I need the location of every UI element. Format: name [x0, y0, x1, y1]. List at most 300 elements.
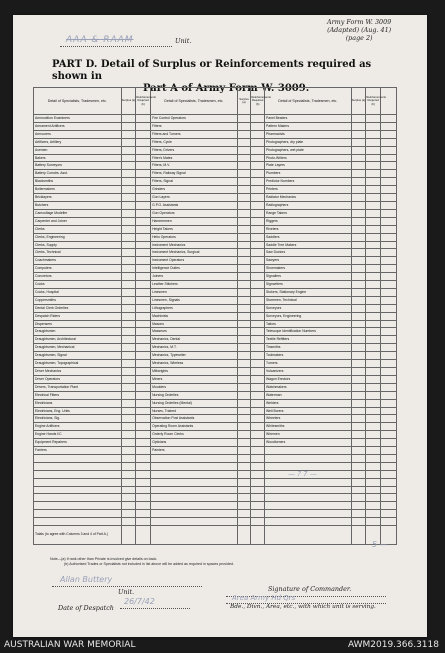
- reinforcements-cell: [251, 407, 265, 415]
- trade-cell: [151, 518, 238, 526]
- reinforcements-cell: [251, 257, 265, 265]
- surplus-cell: [237, 138, 251, 146]
- col-header-reinforcements: Reinforcements Required (b): [366, 88, 381, 115]
- reinforcements-cell: [251, 217, 265, 225]
- surplus-cell: [351, 447, 366, 455]
- col-header-reinforcements: Reinforcements Required (b): [251, 88, 265, 115]
- table-header-row: [34, 88, 397, 115]
- surplus-cell: [121, 115, 136, 123]
- footer-institution: AUSTRALIAN WAR MEMORIAL: [4, 640, 136, 650]
- trade-cell: Fire Control Operators: [151, 115, 238, 123]
- reinforcements-cell: [136, 494, 151, 502]
- reinforcements-cell: [136, 304, 151, 312]
- surplus-cell: [237, 439, 251, 447]
- table-row: [34, 154, 397, 162]
- trade-cell: Helio Operators: [151, 233, 238, 241]
- totals-cell: [121, 525, 136, 544]
- surplus-cell: [121, 344, 136, 352]
- trade-cell: Watchmakers: [265, 383, 352, 391]
- blank-cell: [381, 344, 397, 352]
- reinforcements-cell: [251, 391, 265, 399]
- table-row: [34, 320, 397, 328]
- trade-cell: Plumbers: [265, 170, 352, 178]
- surplus-cell: [237, 447, 251, 455]
- trade-cell: Gun Layers: [151, 194, 238, 202]
- trade-cell: [265, 494, 352, 502]
- reinforcements-cell: [366, 431, 381, 439]
- reinforcements-cell: [251, 233, 265, 241]
- trade-cell: Electrical Fitters: [34, 391, 122, 399]
- reinforcements-cell: [136, 320, 151, 328]
- surplus-cell: [351, 415, 366, 423]
- table-row: [34, 336, 397, 344]
- trade-cell: Moulders: [151, 383, 238, 391]
- reinforcements-cell: [136, 439, 151, 447]
- surplus-cell: [237, 122, 251, 130]
- surplus-cell: [237, 423, 251, 431]
- trade-cell: Photographers, dry plate: [265, 138, 352, 146]
- reinforcements-cell: [366, 194, 381, 202]
- reinforcements-cell: [366, 130, 381, 138]
- trade-cell: Orderly Room Clerks: [151, 431, 238, 439]
- trade-cell: Driver Mechanics: [34, 368, 122, 376]
- table-row: [34, 257, 397, 265]
- totals-cell: [237, 525, 251, 544]
- surplus-cell: [237, 454, 251, 462]
- blank-cell: [381, 186, 397, 194]
- surplus-cell: [351, 454, 366, 462]
- trade-cell: Bakers: [34, 154, 122, 162]
- trade-cell: Pharmacists: [265, 130, 352, 138]
- reinforcements-cell: [136, 383, 151, 391]
- surplus-cell: [121, 391, 136, 399]
- reinforcements-cell: [366, 288, 381, 296]
- trade-cell: Concretors: [34, 273, 122, 281]
- trade-cell: [34, 470, 122, 478]
- blank-cell: [381, 138, 397, 146]
- surplus-cell: [121, 186, 136, 194]
- surplus-cell: [121, 281, 136, 289]
- blank-cell: [381, 439, 397, 447]
- unit-handwritten: AAA & RAAM: [66, 35, 134, 45]
- reinforcements-cell: [251, 265, 265, 273]
- trade-cell: Welders: [265, 399, 352, 407]
- reinforcements-cell: [366, 186, 381, 194]
- blank-cell: [381, 415, 397, 423]
- trade-cell: [34, 502, 122, 510]
- reinforcements-cell: [251, 178, 265, 186]
- trade-cell: Hammermen: [151, 217, 238, 225]
- blank-cell: [381, 281, 397, 289]
- col-header-surplus: Surplus (a): [237, 88, 251, 115]
- table-row: [34, 454, 397, 462]
- reinforcements-cell: [136, 273, 151, 281]
- title-line: Part A of Army Form W. 3009.: [143, 83, 310, 94]
- trade-cell: Mechanics, Wireless: [151, 360, 238, 368]
- reinforcements-cell: [251, 201, 265, 209]
- reinforcements-cell: [136, 281, 151, 289]
- table-row: [34, 249, 397, 257]
- trade-cell: Camouflage Modeller: [34, 209, 122, 217]
- table-row: [34, 304, 397, 312]
- trade-cell: Fitters, Signal: [151, 178, 238, 186]
- trade-cell: Clerks, Engineering: [34, 233, 122, 241]
- reinforcements-cell: [136, 486, 151, 494]
- table-row: [34, 312, 397, 320]
- reinforcements-cell: [366, 296, 381, 304]
- reinforcements-cell: [251, 344, 265, 352]
- blank-cell: [381, 383, 397, 391]
- reinforcements-cell: [251, 138, 265, 146]
- reinforcements-cell: [366, 399, 381, 407]
- trade-cell: Miners: [151, 375, 238, 383]
- reinforcements-cell: [251, 130, 265, 138]
- trade-cell: Grinders: [151, 186, 238, 194]
- reinforcements-cell: [136, 265, 151, 273]
- surplus-cell: [121, 178, 136, 186]
- table-row: [34, 241, 397, 249]
- reinforcements-cell: [136, 194, 151, 202]
- reinforcements-cell: [251, 154, 265, 162]
- trade-cell: Wagon Erectors: [265, 375, 352, 383]
- reinforcements-cell: [366, 375, 381, 383]
- trade-cell: Engine Hands I/C: [34, 431, 122, 439]
- surplus-cell: [351, 296, 366, 304]
- blank-cell: [381, 273, 397, 281]
- col-header-reinforcements: Reinforcements Required (b): [136, 88, 151, 115]
- trade-cell: Riveters: [265, 225, 352, 233]
- trade-cell: Draughtsmen: [34, 328, 122, 336]
- trade-cell: Printers: [265, 186, 352, 194]
- blank-cell: [381, 407, 397, 415]
- title-line: PART D. Detail of Surplus or Reinforcements required as shown in: [52, 59, 372, 82]
- trade-cell: [151, 510, 238, 518]
- trade-cell: Ammunition Examiners: [34, 115, 122, 123]
- reinforcements-cell: [251, 431, 265, 439]
- handwritten-total: 5 —: [372, 540, 388, 549]
- surplus-cell: [351, 186, 366, 194]
- table-row: [34, 407, 397, 415]
- reinforcements-cell: [366, 122, 381, 130]
- trade-cell: Fitter's Mates: [151, 154, 238, 162]
- reinforcements-cell: [251, 399, 265, 407]
- blank-cell: [381, 510, 397, 518]
- surplus-cell: [351, 407, 366, 415]
- unit-label: Unit.: [175, 37, 192, 45]
- trade-cell: Lithographers: [151, 304, 238, 312]
- col-header-trade: Detail of Specialists, Tradesmen, etc.: [151, 88, 238, 115]
- reinforcements-cell: [136, 249, 151, 257]
- reinforcements-cell: [366, 510, 381, 518]
- surplus-cell: [121, 265, 136, 273]
- reinforcements-cell: [136, 312, 151, 320]
- trade-cell: Leather Stitchers: [151, 281, 238, 289]
- surplus-cell: [351, 502, 366, 510]
- reinforcements-cell: [136, 217, 151, 225]
- blank-cell: [381, 328, 397, 336]
- blank-cell: [381, 320, 397, 328]
- blank-cell: [381, 154, 397, 162]
- trade-cell: Masseurs: [151, 328, 238, 336]
- surplus-cell: [121, 312, 136, 320]
- trade-cell: Carpenter and Joiner: [34, 217, 122, 225]
- table-body: [34, 115, 397, 545]
- trade-cell: Artificers, Artillery: [34, 138, 122, 146]
- form-reference: [327, 18, 391, 42]
- surplus-cell: [121, 399, 136, 407]
- table-row: [34, 178, 397, 186]
- surplus-cell: [237, 225, 251, 233]
- reinforcements-cell: [366, 518, 381, 526]
- trade-cell: Operating Room Assistants: [151, 423, 238, 431]
- surplus-cell: [121, 154, 136, 162]
- trade-cell: Clerks, Technical: [34, 249, 122, 257]
- surplus-cell: [237, 486, 251, 494]
- reinforcements-cell: [136, 368, 151, 376]
- surplus-cell: [121, 470, 136, 478]
- reinforcements-cell: [136, 454, 151, 462]
- surplus-cell: [351, 399, 366, 407]
- surplus-cell: [121, 225, 136, 233]
- reinforcements-cell: [366, 265, 381, 273]
- reinforcements-cell: [136, 510, 151, 518]
- reinforcements-cell: [251, 518, 265, 526]
- reinforcements-cell: [366, 486, 381, 494]
- surplus-cell: [237, 304, 251, 312]
- blank-cell: [381, 122, 397, 130]
- table-row: [34, 486, 397, 494]
- table-row: [34, 423, 397, 431]
- trade-cell: Shoemakers: [265, 265, 352, 273]
- surplus-cell: [351, 431, 366, 439]
- reinforcements-cell: [136, 352, 151, 360]
- blank-cell: [381, 454, 397, 462]
- totals-cell: [251, 525, 265, 544]
- reinforcements-cell: [136, 502, 151, 510]
- surplus-cell: [121, 130, 136, 138]
- reinforcements-cell: [136, 407, 151, 415]
- blank-cell: [381, 201, 397, 209]
- trade-cell: Axemen: [34, 146, 122, 154]
- surplus-cell: [121, 328, 136, 336]
- trade-cell: [265, 447, 352, 455]
- table-row: [34, 518, 397, 526]
- surplus-cell: [121, 288, 136, 296]
- blank-cell: [381, 336, 397, 344]
- surplus-cell: [121, 462, 136, 470]
- surplus-cell: [237, 360, 251, 368]
- surplus-cell: [121, 510, 136, 518]
- reinforcements-cell: [251, 312, 265, 320]
- surplus-cell: [237, 328, 251, 336]
- handwritten-entry: — ? 7 —: [288, 470, 317, 478]
- trade-cell: [151, 470, 238, 478]
- reinforcements-cell: [136, 233, 151, 241]
- surplus-cell: [121, 170, 136, 178]
- reinforcements-cell: [136, 170, 151, 178]
- reinforcements-cell: [136, 130, 151, 138]
- blank-cell: [381, 486, 397, 494]
- trade-cell: Armament Artificers: [34, 122, 122, 130]
- reinforcements-cell: [251, 415, 265, 423]
- surplus-cell: [351, 368, 366, 376]
- table-row: [34, 328, 397, 336]
- trade-cell: Draughtsmen, Topographical: [34, 360, 122, 368]
- trade-cell: Tinsmiths: [265, 344, 352, 352]
- trade-cell: Well Borers: [265, 407, 352, 415]
- trade-cell: Clerks: [34, 225, 122, 233]
- reinforcements-cell: [251, 122, 265, 130]
- trade-cell: Panel Beaters: [265, 115, 352, 123]
- trade-cell: Toolmakers: [265, 352, 352, 360]
- trade-cell: Vulcanizers: [265, 368, 352, 376]
- trade-cell: Fitters, Cycle: [151, 138, 238, 146]
- trade-cell: Tailors: [265, 320, 352, 328]
- blank-cell: [381, 217, 397, 225]
- trade-cell: Saw Doctors: [265, 249, 352, 257]
- trade-cell: [34, 462, 122, 470]
- reinforcements-cell: [366, 115, 381, 123]
- reinforcements-cell: [366, 336, 381, 344]
- trade-cell: [34, 494, 122, 502]
- surplus-cell: [237, 194, 251, 202]
- surplus-cell: [351, 478, 366, 486]
- table-row: [34, 217, 397, 225]
- surplus-cell: [237, 383, 251, 391]
- surplus-cell: [121, 502, 136, 510]
- table-row: [34, 462, 397, 470]
- trade-cell: [265, 518, 352, 526]
- surplus-cell: [351, 217, 366, 225]
- surplus-cell: [237, 178, 251, 186]
- reinforcements-cell: [251, 352, 265, 360]
- trade-cell: Boilermakers: [34, 186, 122, 194]
- reinforcements-cell: [136, 209, 151, 217]
- reinforcements-cell: [136, 186, 151, 194]
- surplus-cell: [237, 312, 251, 320]
- reinforcements-cell: [136, 122, 151, 130]
- reinforcements-cell: [136, 399, 151, 407]
- surplus-cell: [237, 273, 251, 281]
- trade-cell: Saddle Tree Makers: [265, 241, 352, 249]
- reinforcements-cell: [136, 478, 151, 486]
- surplus-cell: [121, 407, 136, 415]
- table-row: [34, 281, 397, 289]
- trade-cell: Equipment Repairers: [34, 439, 122, 447]
- surplus-cell: [237, 281, 251, 289]
- blank-cell: [381, 115, 397, 123]
- surplus-cell: [351, 241, 366, 249]
- reinforcements-cell: [136, 288, 151, 296]
- blank-cell: [381, 249, 397, 257]
- totals-cell: [265, 525, 352, 544]
- surplus-cell: [351, 273, 366, 281]
- trade-cell: Radiator Mechanics: [265, 194, 352, 202]
- trade-cell: Signwriters: [265, 281, 352, 289]
- form-notes: [50, 557, 234, 567]
- reinforcements-cell: [251, 115, 265, 123]
- surplus-cell: [121, 454, 136, 462]
- blank-cell: [381, 502, 397, 510]
- trade-cell: Turners: [265, 360, 352, 368]
- trade-cell: Intelligence Duties: [151, 265, 238, 273]
- surplus-cell: [351, 383, 366, 391]
- reinforcements-cell: [251, 328, 265, 336]
- blank-cell: [381, 431, 397, 439]
- trade-cell: [151, 478, 238, 486]
- trade-cell: Dental Clerk Orderlies: [34, 304, 122, 312]
- surplus-cell: [351, 122, 366, 130]
- surplus-cell: [351, 249, 366, 257]
- blank-cell: [381, 265, 397, 273]
- table-row: [34, 368, 397, 376]
- surplus-cell: [237, 162, 251, 170]
- table-row: [34, 162, 397, 170]
- reinforcements-cell: [136, 447, 151, 455]
- reinforcements-cell: [136, 360, 151, 368]
- reinforcements-cell: [366, 423, 381, 431]
- reinforcements-cell: [251, 502, 265, 510]
- blank-cell: [381, 447, 397, 455]
- reinforcements-cell: [136, 296, 151, 304]
- reinforcements-cell: [251, 320, 265, 328]
- reinforcements-cell: [366, 454, 381, 462]
- reinforcements-cell: [366, 352, 381, 360]
- blank-cell: [381, 312, 397, 320]
- reinforcements-cell: [366, 447, 381, 455]
- reinforcements-cell: [136, 146, 151, 154]
- reinforcements-cell: [366, 138, 381, 146]
- blank-cell: [381, 296, 397, 304]
- blank-cell: [381, 518, 397, 526]
- reinforcements-cell: [136, 201, 151, 209]
- trade-cell: Whitesmiths: [265, 423, 352, 431]
- handwritten-date: 26/7/42: [124, 597, 155, 606]
- surplus-cell: [121, 320, 136, 328]
- table-row: [34, 494, 397, 502]
- table-row: [34, 273, 397, 281]
- unit-signature-line: [52, 585, 202, 587]
- date-of-despatch-label: Date of Despatch: [58, 604, 114, 612]
- reinforcements-cell: [366, 415, 381, 423]
- surplus-cell: [121, 352, 136, 360]
- reinforcements-cell: [366, 201, 381, 209]
- trade-cell: Cooks: [34, 281, 122, 289]
- reinforcements-cell: [366, 178, 381, 186]
- table-row: [34, 399, 397, 407]
- reinforcements-cell: [136, 178, 151, 186]
- reinforcements-cell: [366, 241, 381, 249]
- reinforcements-cell: [136, 423, 151, 431]
- surplus-cell: [121, 241, 136, 249]
- surplus-cell: [351, 518, 366, 526]
- reinforcements-cell: [366, 383, 381, 391]
- footer-accession: AWM2019.366.3118: [347, 640, 439, 650]
- surplus-cell: [351, 328, 366, 336]
- reinforcements-cell: [251, 368, 265, 376]
- surplus-cell: [237, 146, 251, 154]
- reinforcements-cell: [366, 312, 381, 320]
- surplus-cell: [351, 470, 366, 478]
- col-header-surplus: Surplus (a): [351, 88, 366, 115]
- table-row: [34, 288, 397, 296]
- reinforcements-cell: [366, 360, 381, 368]
- reinforcements-cell: [136, 138, 151, 146]
- note-line: (b) Authorised Trades or Specialists not included in list above will be added as required in spaces provided.: [64, 562, 235, 566]
- table-row: [34, 146, 397, 154]
- trade-cell: Painters: [151, 447, 238, 455]
- trade-cell: [265, 454, 352, 462]
